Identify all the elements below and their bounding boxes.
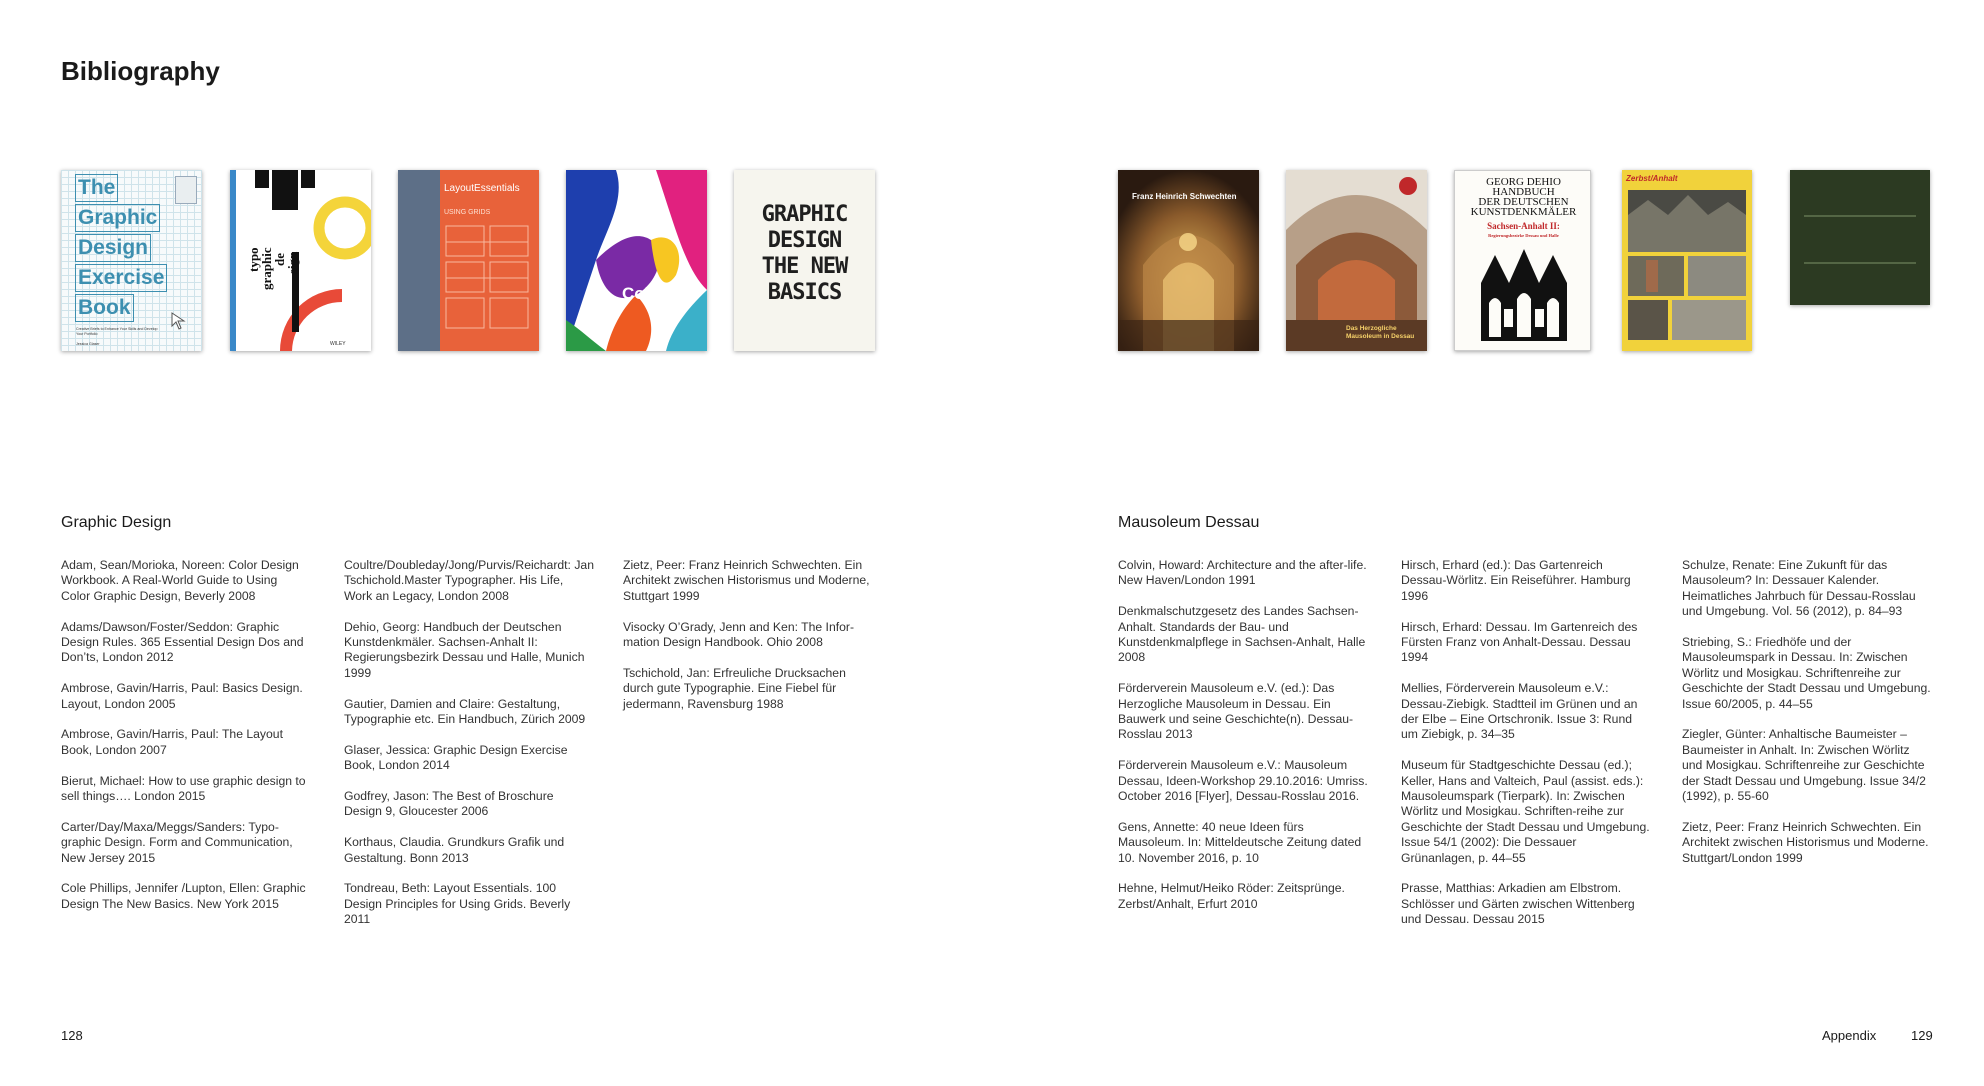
bibliography-entry: Hehne, Helmut/Heiko Röder: Zeitsprünge. Zerbst/Anhalt, Erfurt 2010 <box>1118 881 1345 911</box>
bibliography-entry: Glaser, Jessica: Graphic Design Exercise Book, London 2014 <box>344 742 568 773</box>
cover-title-line: Graphic <box>75 204 160 232</box>
cover-title-word: sign <box>285 251 300 274</box>
bibliography-entry: Zietz, Peer: Franz Heinrich Schwechten. Ein Architekt zwischen Historismus und Moderne, Stuttgart 1999 <box>623 558 870 603</box>
bibliography-entry: Förderverein Mausoleum e.V. (ed.): Das Herzogliche Mausoleum in Dessau. Ein Bauwerk und seine Geschichte(n). Dessau-Rosslau 2013 <box>1118 681 1354 742</box>
cover-subtitle: USING GRIDS <box>444 209 491 216</box>
cover-subtitle-2: Regierungsbezirke Dessau und Halle <box>1488 233 1559 238</box>
bibliography-entry: Bierut, Michael: How to use graphic design to sell things…. London 2015 <box>61 773 306 804</box>
cover-zerbst-anhalt <box>1622 170 1752 351</box>
cover-spine <box>398 170 440 351</box>
bibliography-entry: Visocky O’Grady, Jenn and Ken: The Infor-mation Design Handbook. Ohio 2008 <box>623 619 855 650</box>
page-title: Bibliography <box>61 56 220 86</box>
grid-illustration <box>444 222 532 342</box>
cover-title-line: Exercise <box>75 264 167 292</box>
bibliography-entry: Hirsch, Erhard (ed.): Das Gartenreich Dessau-Wörlitz. Ein Reiseführer. Hamburg 1996 <box>1401 558 1631 603</box>
cover-colour <box>566 170 707 351</box>
bibliography-entry: Gautier, Damien and Claire: Gestaltung, Typographie etc. Ein Handbuch, Zürich 2009 <box>344 696 586 727</box>
cover-author: Jessica Glaser <box>76 342 100 346</box>
cover-badge <box>175 176 197 204</box>
bibliography-entry: Ziegler, Günter: Anhaltische Baumeister – Baumeister in Anhalt. In: Zwischen Wörlitz und Mosigkau. Schriftenreihe zur Geschichte der Stadt Dessau und Umgebung. Issue 34/2 (1992), p. 55-60 <box>1682 727 1926 804</box>
cover-title: Colour <box>622 284 677 303</box>
cover-graphic-design-new-basics <box>734 170 875 351</box>
bibliography-entry: Tondreau, Beth: Layout Essentials. 100 Design Principles for Using Grids. Beverly 2011 <box>344 881 571 927</box>
graphic-design-column-1 <box>61 558 306 928</box>
mausoleum-column-1 <box>1118 558 1368 928</box>
cursor-icon <box>171 312 187 330</box>
running-footer-section: Appendix <box>1822 1028 1877 1043</box>
bibliography-entry: Coultre/Doubleday/Jong/Purvis/Reichardt: Jan Tschichold.Master Typographer. His Life, Work an Legacy, London 2008 <box>344 558 594 603</box>
bibliography-entry: Museum für Stadtgeschichte Dessau (ed.); Keller, Hans and Valteich, Paul (assist. eds.): Mausoleumspark (Tierpark). In: Zwischen Wörlitz und Mosigkau. Schriften-reihe zur Geschichte der Stadt Dessau und Umgebung. Issue 54/1 (2002): Die Dessauer Grünanlagen, p. 44–55 <box>1401 758 1650 865</box>
bibliography-entry: Cole Phillips, Jennifer /Lupton, Ellen: Graphic Design The New Basics. New York 2015 <box>61 881 306 911</box>
bibliography-entry: Adam, Sean/Morioka, Noreen: Color Design Workbook. A Real-World Guide to Using Color Graphic Design, Beverly 2008 <box>61 558 299 603</box>
cover-publisher: WILEY <box>330 341 346 347</box>
cover-subtitle: Creative Briefs to Enhance Your Skills and Develop Your Portfolio <box>76 327 158 336</box>
section-title-graphic-design: Graphic Design <box>61 514 172 531</box>
cover-embossed-line <box>1804 262 1916 264</box>
bibliography-entry: Carter/Day/Maxa/Meggs/Sanders: Typo-graphic Design. Form and Communication, New Jersey 2015 <box>61 819 293 865</box>
cover-title-line: GRAPHIC <box>761 202 848 227</box>
cover-title-word: typo <box>246 247 261 272</box>
cover-franz-heinrich-schwechten <box>1118 170 1259 351</box>
paint-splash-artwork <box>566 170 707 351</box>
gothic-facade-engraving <box>1477 247 1571 343</box>
dome-interior-photo <box>1286 170 1427 351</box>
mausoleum-column-3 <box>1682 558 1932 881</box>
cover-title-line: Book <box>75 294 134 322</box>
bibliography-entry: Denkmalschutzgesetz des Landes Sachsen-Anhalt. Standards der Bau- und Kunstdenkmalpflege in Sachsen-Anhalt, Halle 2008 <box>1118 604 1366 665</box>
cover-typographic-design <box>230 170 371 351</box>
cover-title-word: graphic <box>259 247 274 290</box>
cover-title-word: de <box>272 253 287 266</box>
cover-title: Zerbst/Anhalt <box>1626 174 1678 183</box>
section-title-mausoleum-dessau: Mausoleum Dessau <box>1118 514 1260 531</box>
photo-collage <box>1628 190 1746 340</box>
cover-title-line: THE NEW <box>761 254 848 279</box>
cover-title-line: BASICS <box>767 280 842 305</box>
cover-title-line: DESIGN <box>767 228 842 253</box>
cover-embossed-line <box>1804 215 1916 217</box>
bibliography-entry: Prasse, Matthias: Arkadien am Elbstrom. Schlösser und Gärten zwischen Wittenberg und Dessau. Dessau 2015 <box>1401 881 1635 927</box>
graphic-design-column-2 <box>344 558 594 943</box>
bibliography-entry: Adams/Dawson/Foster/Seddon: Graphic Design Rules. 365 Essential Design Dos and Don’ts, London 2012 <box>61 619 304 665</box>
cover-dehio-handbuch <box>1454 170 1591 351</box>
bibliography-entry: Zietz, Peer: Franz Heinrich Schwechten. Ein Architekt zwischen Historismus und Moderne. Stuttgart/London 1999 <box>1682 819 1929 865</box>
cover-title-line: KUNSTDENKMÄLER <box>1470 206 1577 218</box>
bibliography-entry: Förderverein Mausoleum e.V.: Mausoleum Dessau, Ideen-Workshop 29.10.2016: Umriss. October 2016 [Flyer], Dessau-Rosslau 2016. <box>1118 758 1368 804</box>
cover-title: Franz Heinrich Schwechten <box>1132 192 1237 201</box>
cover-title: Das Herzogliche Mausoleum in Dessau <box>1346 325 1415 340</box>
bibliography-entry: Hirsch, Erhard: Dessau. Im Gartenreich des Fürsten Franz von Anhalt-Dessau. Dessau 1994 <box>1401 619 1638 665</box>
bibliography-entry: Mellies, Förderverein Mausoleum e.V.: Dessau-Ziebigk. Stadtteil im Grünen und an der Elbe – Eine Ortschronik. Issue 3: Rund um Ziebigk, p. 34–35 <box>1401 681 1638 742</box>
left-page-number: 128 <box>61 1028 83 1043</box>
cover-title-line: The <box>75 174 118 202</box>
cover-graphic-design-exercise-book <box>61 170 202 351</box>
bibliography-entry: Colvin, Howard: Architecture and the after-life. New Haven/London 1991 <box>1118 558 1367 588</box>
bibliography-entry: Schulze, Renate: Eine Zukunft für das Mausoleum? In: Dessauer Kalender. Heimatliches Jahrbuch für Dessau-Rosslau und Umgebung. Vol. 56 (2012), p. 84–93 <box>1682 558 1916 619</box>
cover-title-line: Design <box>75 234 151 262</box>
cover-herzogliche-mausoleum <box>1286 170 1427 351</box>
bibliography-entry: Korthaus, Claudia. Grundkurs Grafik und Gestaltung. Bonn 2013 <box>344 835 565 865</box>
bibliography-entry: Ambrose, Gavin/Harris, Paul: Basics Design. Layout, London 2005 <box>61 681 303 711</box>
cover-dark-green-book <box>1790 170 1930 305</box>
cover-layout-essentials <box>398 170 539 351</box>
bibliography-entry: Godfrey, Jason: The Best of Broschure Design 9, Gloucester 2006 <box>344 789 554 819</box>
cover-subtitle: Sachsen-Anhalt II: <box>1487 221 1560 231</box>
cover-title: LayoutEssentials <box>444 183 520 194</box>
graphic-design-column-3 <box>623 558 873 727</box>
bibliography-entry: Gens, Annette: 40 neue Ideen fürs Mausoleum. In: Mitteldeutsche Zeitung dated 10. November 2016, p. 10 <box>1118 819 1362 865</box>
cover-title-line: DER DEUTSCHEN <box>1478 196 1569 208</box>
mausoleum-column-2 <box>1401 558 1651 943</box>
bibliography-entry: Striebing, S.: Friedhöfe und der Mausoleumspark in Dessau. In: Zwischen Wörlitz und Mosigkau. Schriftenreihe zur Geschichte der Stadt Dessau und Umgebung. Issue 60/2005, p. 44–55 <box>1682 635 1931 711</box>
bibliography-entry: Ambrose, Gavin/Harris, Paul: The Layout Book, London 2007 <box>61 727 283 757</box>
cover-title-line: HANDBUCH <box>1492 186 1555 198</box>
bibliography-entry: Tschichold, Jan: Erfreuliche Drucksachen durch gute Typographie. Eine Fiebel für jedermann, Ravensburg 1988 <box>623 665 846 711</box>
right-page-number: 129 <box>1911 1028 1933 1043</box>
bibliography-entry: Dehio, Georg: Handbuch der Deutschen Kunstdenkmäler. Sachsen-Anhalt II: Regierungsbezirk Dessau und Halle, Munich 1999 <box>344 619 585 680</box>
cover-title-line: GEORG DEHIO <box>1486 176 1561 188</box>
